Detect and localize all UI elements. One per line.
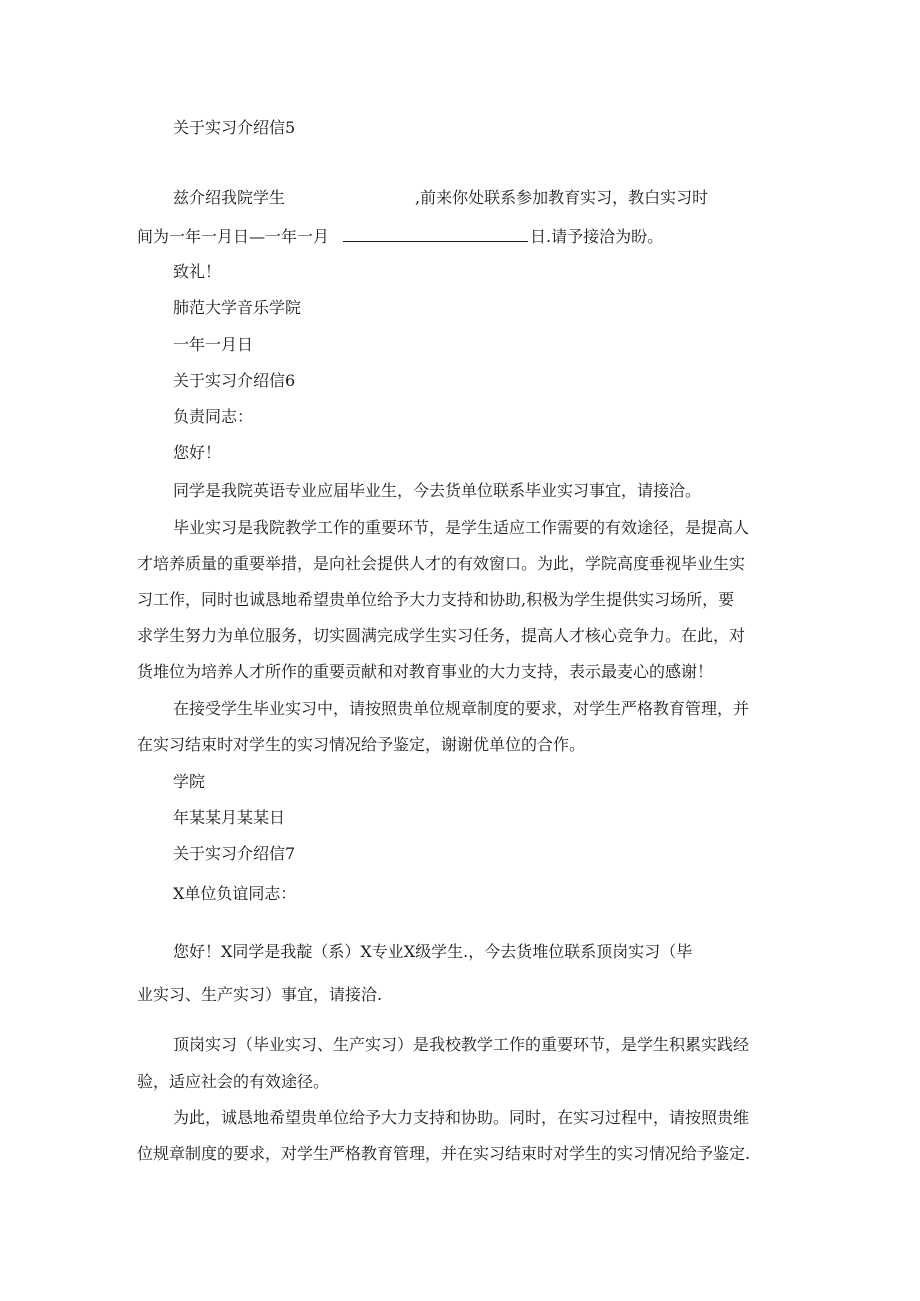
letter6-paragraph-3-line: 在接受学生毕业实习中，请按照贵单位规章制度的要求，对学生严格教育管理，并: [173, 699, 750, 718]
letter6-paragraph-1: 同学是我院英语专业应届毕业生，今去货单位联系毕业实习事宜，请接洽。: [173, 481, 702, 500]
letter7-paragraph-2-line: 验，适应社会的有效途径。: [137, 1072, 330, 1091]
letter7-paragraph-2-line: 顶岗实习（毕业实习、生产实习）是我校教学工作的重要环节，是学生积累实践经: [173, 1035, 750, 1054]
date-blank-line: [343, 225, 528, 242]
letter6-paragraph-2-line: 毕业实习是我院教学工作的重要环节，是学生适应工作需要的有效途径，是提高人: [173, 518, 750, 537]
letter7-paragraph-1-line: 业实习、生产实习）事宜，请接洽.: [137, 985, 383, 1004]
letter6-date: 年某某月某某日: [173, 808, 286, 827]
letter5-date: 一年一月日: [173, 335, 254, 354]
letter5-intro-line1: [173, 186, 708, 210]
letter5-org: 肺范大学音乐学院: [173, 298, 302, 317]
letter5-period-text-a: 间为一年一月日—一年一月: [137, 227, 330, 246]
letter5-salute: 致礼！: [173, 262, 222, 281]
letter7-paragraph-3-line: 为此，诚恳地希望贵单位给予大力支持和协助。同时，在实习过程中，请按照贵维: [173, 1108, 750, 1127]
letter6-paragraph-2-line: 习工作，同时也诚恳地希望贵单位给予大力支持和协助,积极为学生提供实习场所，要: [137, 590, 735, 609]
letter6-greeting: 您好！: [173, 443, 222, 462]
letter6-paragraph-3-line: 在实习结束时对学生的实习情况给予鉴定，谢谢优单位的合作。: [137, 735, 586, 754]
letter7-addressee: X单位负谊同志：: [173, 884, 297, 903]
letter7-paragraph-1-line: 您好！X同学是我靛（系）X专业X级学生.，今去货堆位联系顶岗实习（毕: [173, 942, 693, 961]
letter5-intro-text-b: ,前来你处联系参加教育实习，教白实习时: [415, 188, 709, 207]
letter5-intro-line2: [137, 225, 663, 249]
letter6-addressee: 负责同志：: [173, 407, 254, 426]
letter6-title: 关于实习介绍信6: [173, 371, 296, 390]
letter5-title: 关于实习介绍信5: [173, 118, 296, 137]
letter5-intro-text-a: 兹介绍我院学生: [173, 188, 286, 207]
letter6-paragraph-2-line: 才培养质量的重要举措，是向社会提供人才的有效窗口。为此，学院高度垂视毕业生实: [137, 554, 746, 573]
letter7-title: 关于实习介绍信7: [173, 844, 296, 863]
letter6-paragraph-2-line: 求学生努力为单位服务，切实圆满完成学生实习任务，提高人才核心竞争力。在此，对: [137, 626, 746, 645]
letter6-paragraph-2-line: 货堆位为培养人才所作的重要贡献和对教育事业的大力支持，表示最麦心的感谢！: [137, 662, 714, 681]
letter5-period-text-b: 日.请予接洽为盼。: [530, 227, 664, 246]
letter7-paragraph-3-line: 位规章制度的要求，对学生严格教育管理，并在实习结束时对学生的实习情况给予鉴定.: [137, 1144, 751, 1163]
letter6-org: 学院: [173, 772, 206, 791]
